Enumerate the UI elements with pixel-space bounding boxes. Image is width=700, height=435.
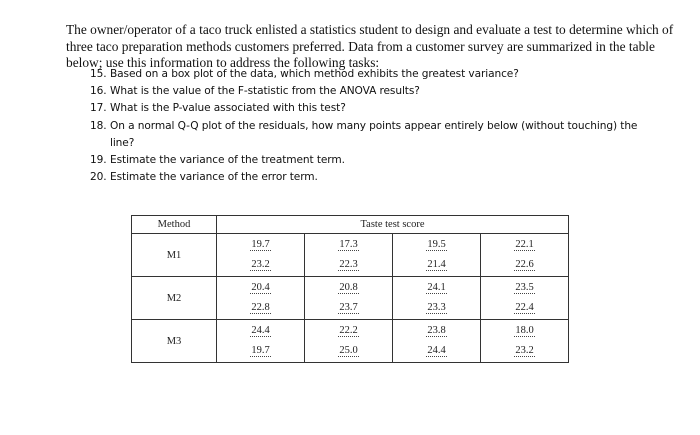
task-text: On a normal Q-Q plot of the residuals, how many points appear entirely below (without touching) the line?	[110, 119, 638, 149]
task-text: Estimate the variance of the error term.	[110, 171, 318, 184]
score-value: 23.2	[251, 259, 270, 270]
score-cell	[393, 277, 481, 320]
task-item	[90, 118, 650, 152]
task-item	[90, 100, 650, 117]
table-row	[132, 320, 569, 363]
score-cell	[217, 234, 305, 277]
score-value: 23.5	[515, 282, 534, 293]
task-item	[90, 83, 650, 100]
task-number: 16.	[90, 85, 107, 98]
score-value: 24.1	[427, 282, 446, 293]
method-cell: M1	[132, 234, 217, 277]
score-value: 19.5	[427, 239, 446, 250]
score-value: 18.0	[515, 325, 534, 336]
score-value: 17.3	[339, 239, 358, 250]
task-text: What is the P-value associated with this test?	[110, 102, 346, 115]
table-row	[132, 277, 569, 320]
task-number: 20.	[90, 171, 107, 184]
score-value: 25.0	[339, 345, 358, 356]
task-number: 18.	[90, 119, 107, 132]
score-value: 23.8	[427, 325, 446, 336]
score-cell	[481, 277, 569, 320]
task-text: What is the value of the F-statistic from the ANOVA results?	[110, 85, 420, 98]
score-cell	[481, 234, 569, 277]
score-value: 22.3	[339, 259, 358, 270]
score-value: 20.4	[251, 282, 270, 293]
score-value: 22.2	[339, 325, 358, 336]
score-value: 24.4	[427, 345, 446, 356]
score-value: 23.3	[427, 302, 446, 313]
score-cell	[305, 277, 393, 320]
task-item	[90, 152, 650, 169]
method-cell: M3	[132, 320, 217, 363]
task-number: 17.	[90, 102, 107, 115]
task-number: 15.	[90, 68, 107, 80]
taste-score-table	[131, 215, 569, 363]
score-value: 19.7	[251, 345, 270, 356]
score-value: 21.4	[427, 259, 446, 270]
method-cell: M2	[132, 277, 217, 320]
table-row	[132, 234, 569, 277]
task-item	[90, 66, 650, 83]
score-header: Taste test score	[217, 216, 569, 234]
score-cell	[481, 320, 569, 363]
score-value: 20.8	[339, 282, 358, 293]
score-value: 23.7	[339, 302, 358, 313]
task-item	[90, 169, 650, 186]
taste-score-table-container	[131, 215, 569, 363]
score-value: 22.8	[251, 302, 270, 313]
problem-intro: The owner/operator of a taco truck enlisted a statistics student to design and evaluate a test to determine which of three taco preparation methods customers preferred. Data from a customer survey are summarized in the table below; use this information to address the following tasks:	[66, 22, 674, 71]
score-value: 22.4	[515, 302, 534, 313]
table-header-row	[132, 216, 569, 234]
score-cell	[305, 320, 393, 363]
method-header: Method	[132, 216, 217, 234]
task-list	[90, 66, 650, 186]
task-number: 19.	[90, 154, 107, 167]
score-cell	[217, 277, 305, 320]
score-value: 24.4	[251, 325, 270, 336]
score-value: 22.6	[515, 259, 534, 270]
score-cell	[393, 320, 481, 363]
score-value: 19.7	[251, 239, 270, 250]
score-cell	[217, 320, 305, 363]
score-cell	[393, 234, 481, 277]
task-text: Based on a box plot of the data, which method exhibits the greatest variance?	[110, 68, 519, 80]
score-value: 22.1	[515, 239, 534, 250]
score-value: 23.2	[515, 345, 534, 356]
score-cell	[305, 234, 393, 277]
task-text: Estimate the variance of the treatment term.	[110, 154, 345, 167]
